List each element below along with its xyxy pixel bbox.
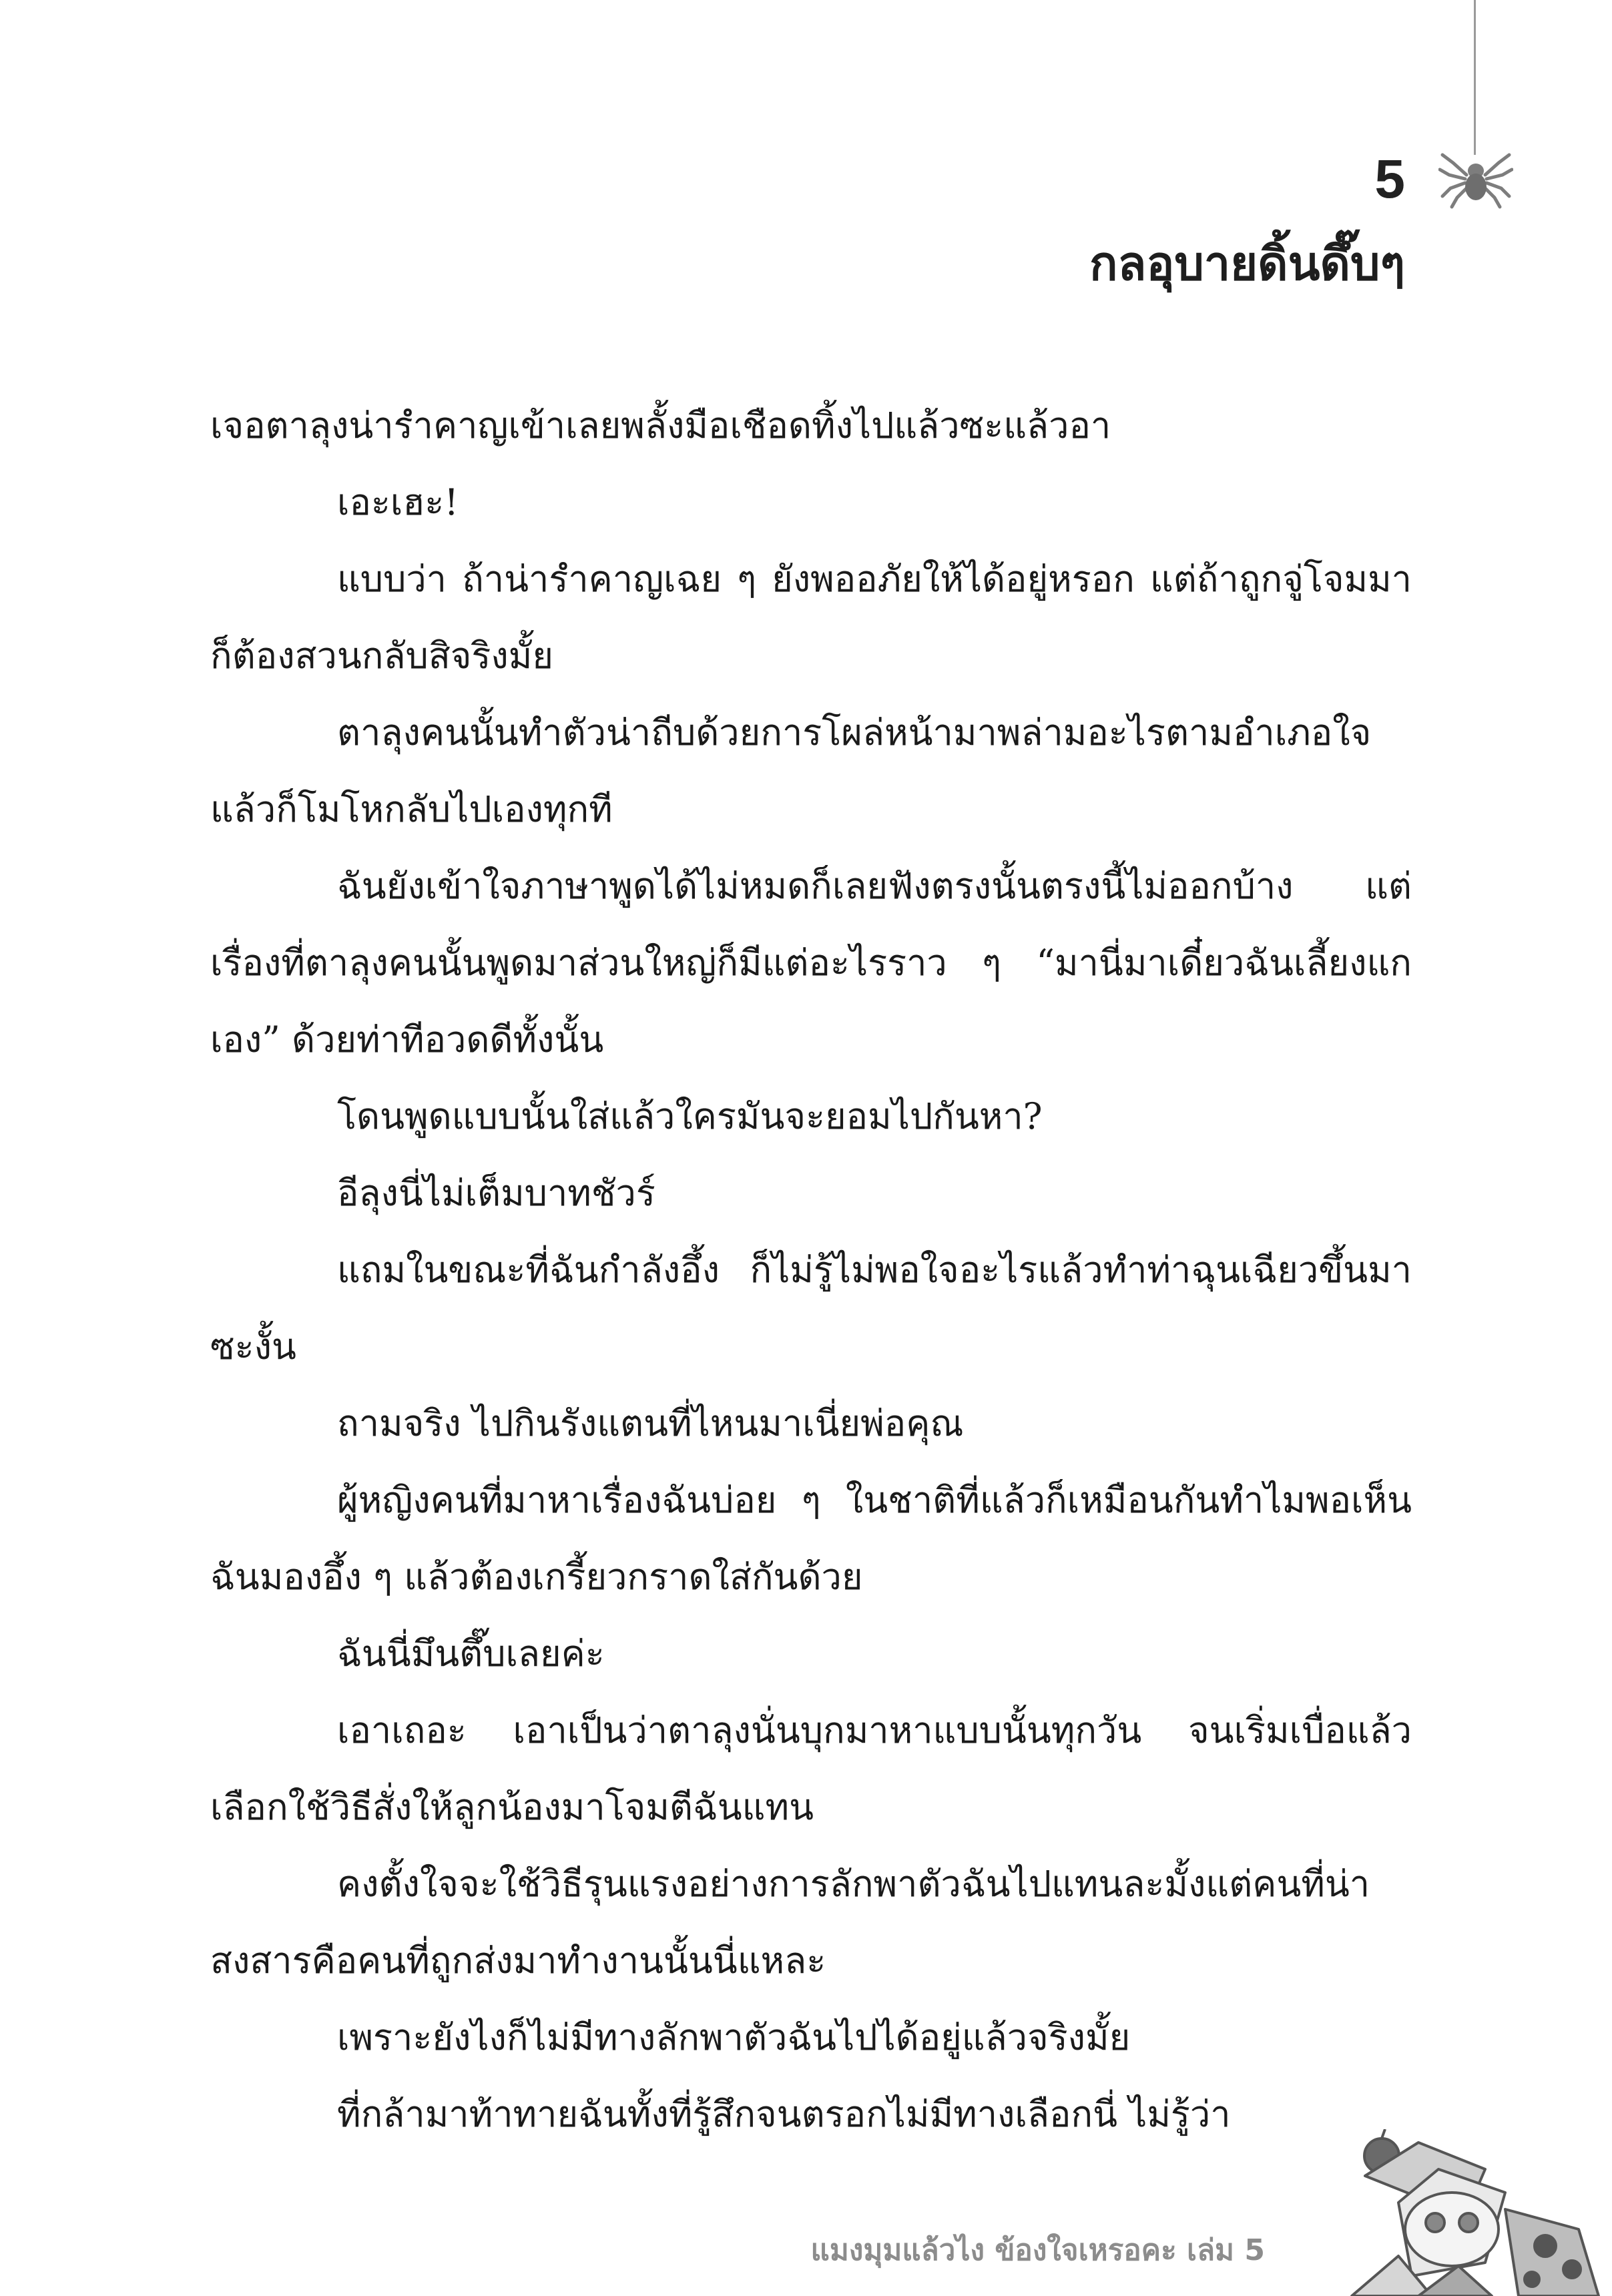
spider-icon <box>1438 148 1513 210</box>
paragraph: อีลุงนี่ไม่เต็มบาทชัวร์ <box>337 1172 655 1214</box>
paragraph: เอะเฮะ! <box>337 481 459 523</box>
paragraph: แบบว่า ถ้าน่ารำคาญเฉย ๆ ยังพออภัยให้ได้อยู่หรอก แต่ถ้าถูกจู่โจมมาก็ต้องสวนกลับสิจริงมั้ย <box>210 558 1412 677</box>
chapter-title: กลอุบายดิ้นดึ๊บๆ <box>1089 236 1405 291</box>
paragraph: เพราะยังไงก็ไม่มีทางลักพาตัวฉันไปได้อยู่แล้วจริงมั้ย <box>337 2016 1131 2058</box>
paragraph: เจอตาลุงน่ารำคาญเข้าเลยพลั้งมือเชือดทิ้งไปแล้วซะแล้วอา <box>210 404 1111 447</box>
running-footer-book-title: แมงมุมแล้วไง ข้องใจเหรอคะ เล่ม 5 <box>810 2233 1265 2267</box>
paragraph: เอาเถอะ เอาเป็นว่าตาลุงนั่นบุกมาหาแบบนั้นทุกวัน จนเริ่มเบื่อแล้วเลือกใช้วิธีสั่งให้ลูกน้องมาโจมตีฉันแทน <box>210 1709 1412 1828</box>
paragraph: ที่กล้ามาท้าทายฉันทั้งที่รู้สึกจนตรอกไม่มีทางเลือกนี่ ไม่รู้ว่า <box>337 2093 1231 2135</box>
paragraph: ตาลุงคนนั้นทำตัวน่าถีบด้วยการโผล่หน้ามาพล่ามอะไรตามอำเภอใจแล้วก็โมโหกลับไปเองทุกที <box>210 711 1372 830</box>
paragraph: ฉันยังเข้าใจภาษาพูดได้ไม่หมดก็เลยฟังตรงนั้นตรงนี้ไม่ออกบ้าง แต่เรื่องที่ตาลุงคนนั้นพูดมาส่วนใหญ่ก็มีแต่อะไรราว ๆ “มานี่มาเดี๋ยวฉันเลี้ยงแกเอง” ด้วยท่าทีอวดดีทั้งนั้น <box>210 865 1412 1061</box>
chapter-number: 5 <box>1374 149 1405 210</box>
paragraph: ฉันนี่มึนตึ๊บเลยค่ะ <box>337 1633 605 1675</box>
body-text <box>210 387 1412 2152</box>
paragraph: คงตั้งใจจะใช้วิธีรุนแรงอย่างการลักพาตัวฉันไปแทนละมั้งแต่คนที่น่าสงสารคือคนที่ถูกส่งมาทำงานนั้นนี่แหละ <box>210 1863 1370 1982</box>
paragraph: แถมในขณะที่ฉันกำลังอึ้ง ก็ไม่รู้ไม่พอใจอะไรแล้วทำท่าฉุนเฉียวขึ้นมาซะงั้น <box>210 1249 1412 1368</box>
spider-mascot-art <box>1265 2129 1612 2296</box>
paragraph: โดนพูดแบบนั้นใส่แล้วใครมันจะยอมไปกันหา? <box>337 1095 1043 1137</box>
spider-thread <box>1474 0 1476 155</box>
paragraph: ถามจริง ไปกินรังแตนที่ไหนมาเนี่ยพ่อคุณ <box>337 1402 964 1444</box>
paragraph: ผู้หญิงคนที่มาหาเรื่องฉันบ่อย ๆ ในชาติที่แล้วก็เหมือนกันทำไมพอเห็นฉันมองอึ้ง ๆ แล้วต้องเกรี้ยวกราดใส่กันด้วย <box>210 1479 1412 1598</box>
